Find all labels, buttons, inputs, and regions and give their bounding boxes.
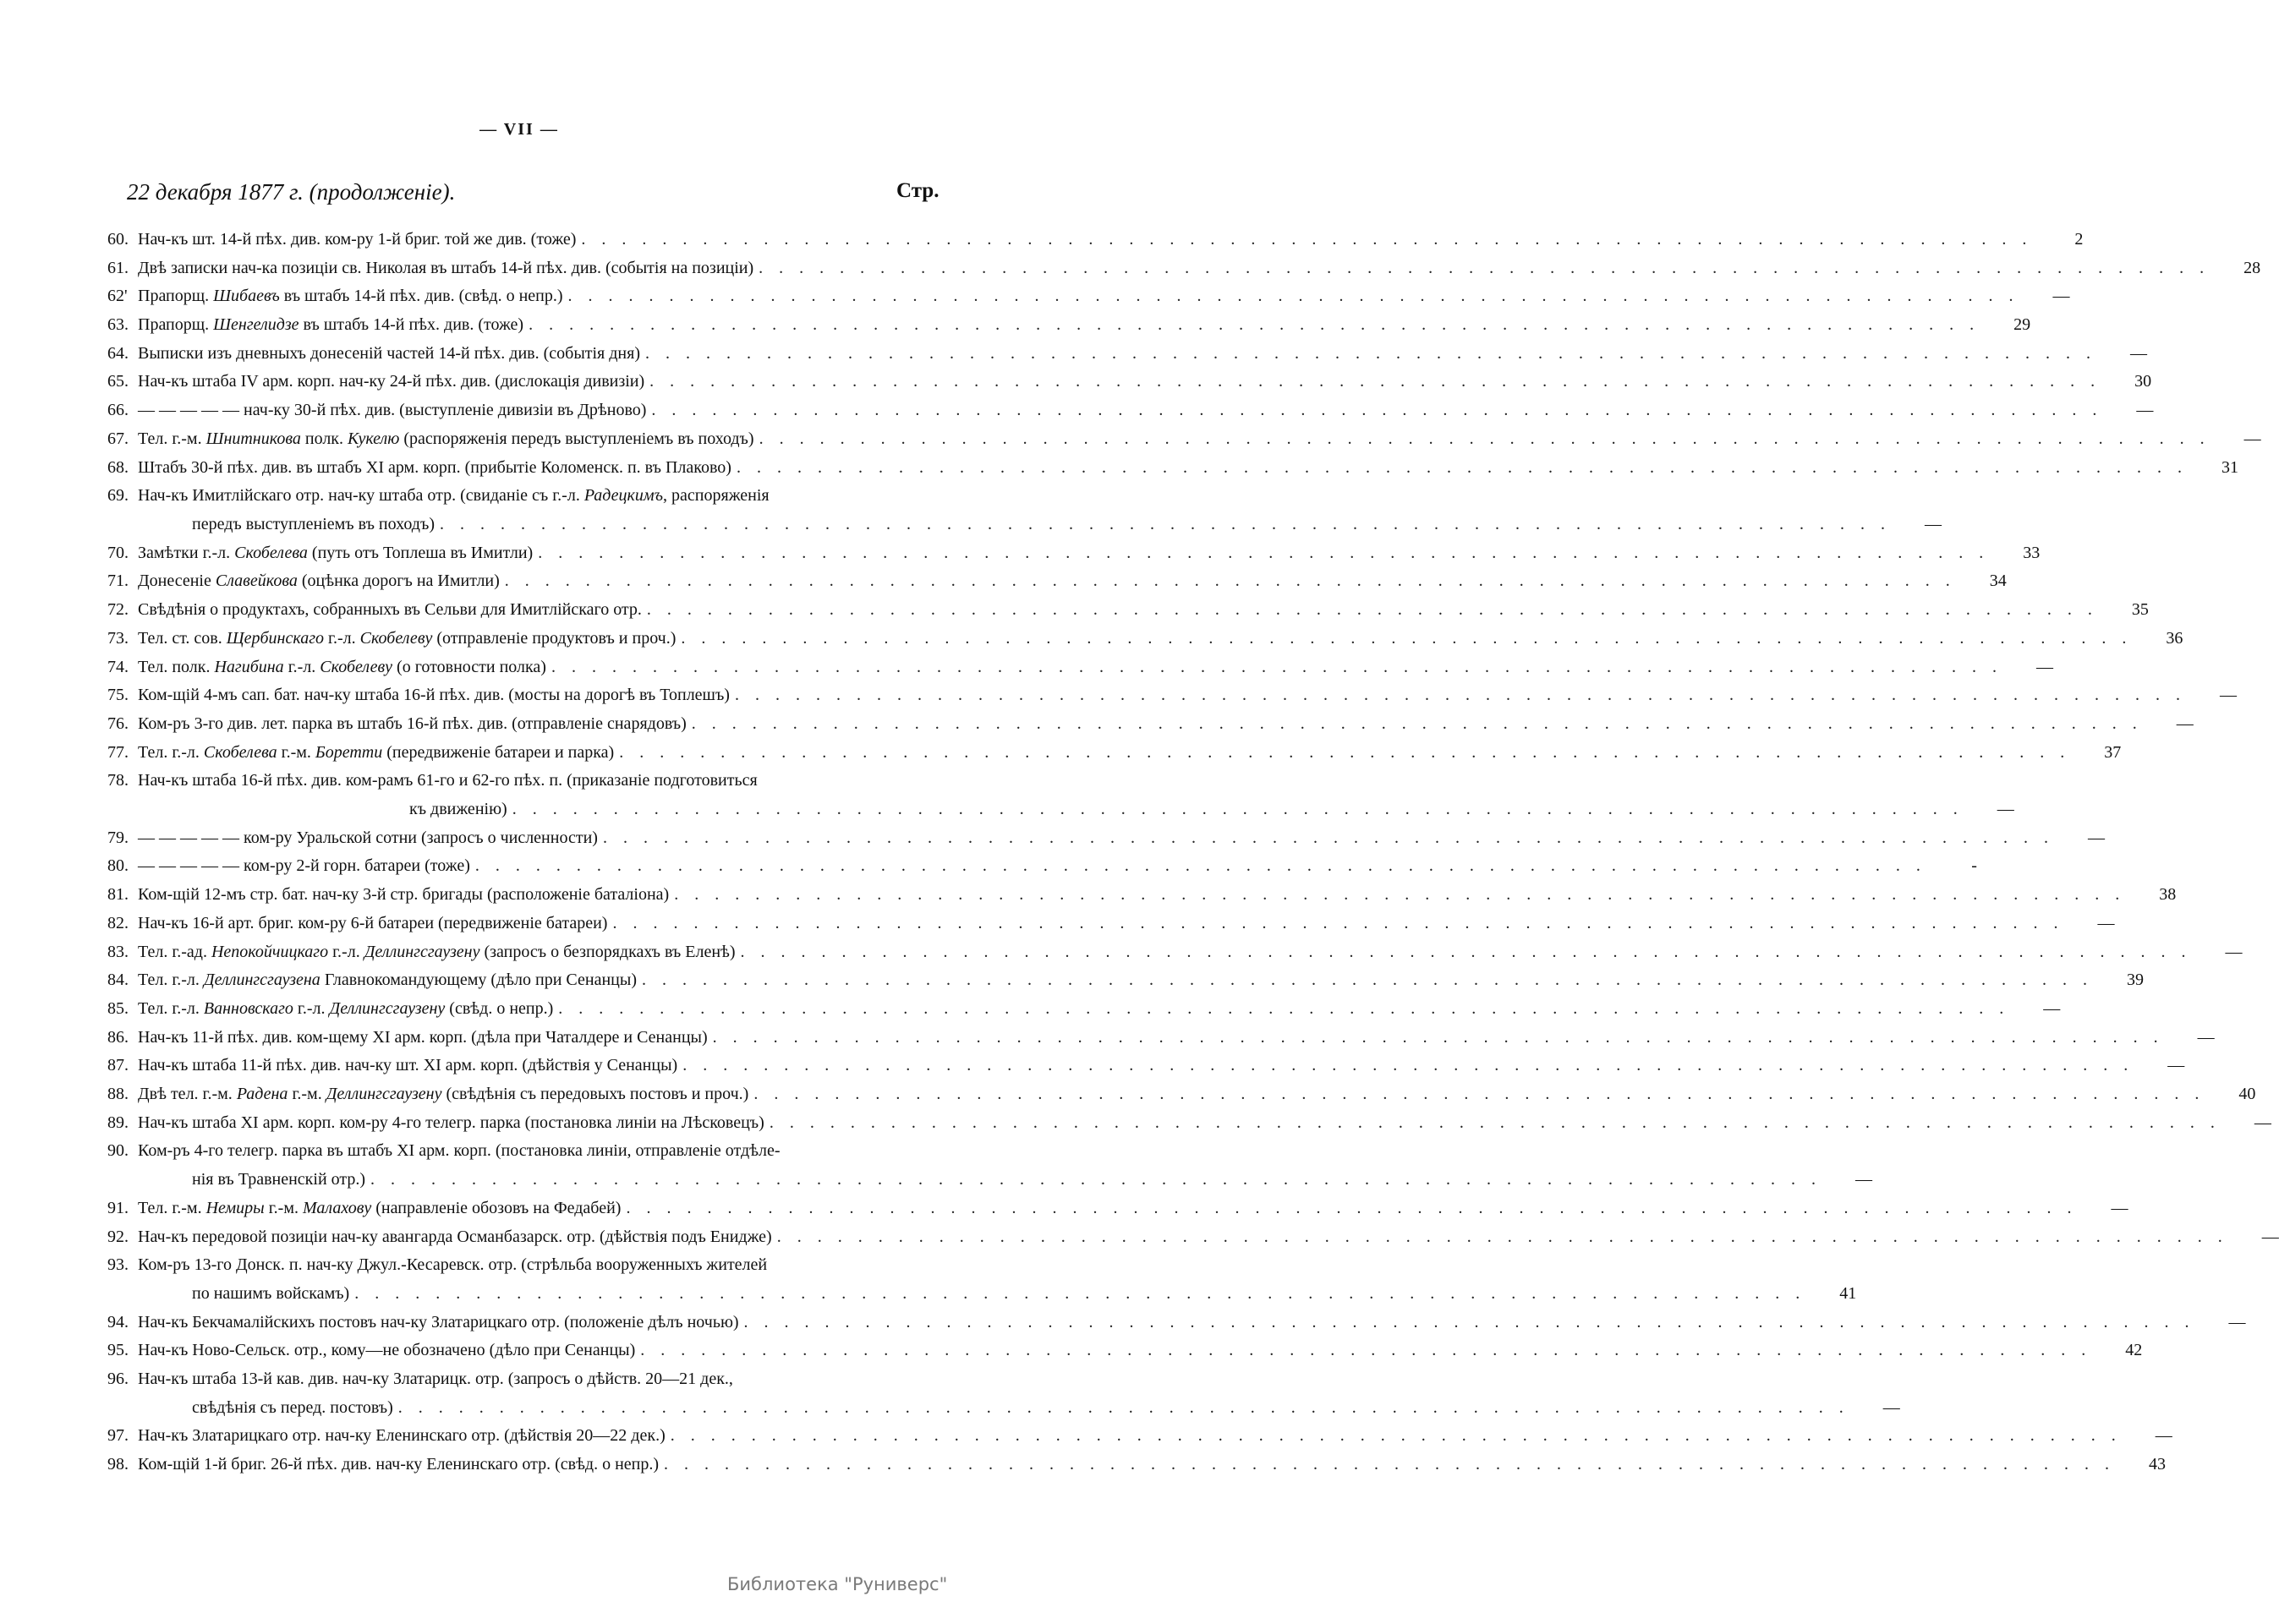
- entry-text-segment: передъ выступленіемъ въ походъ): [192, 515, 435, 533]
- entry-text-segment: (отправленіе продуктовъ и проч.): [432, 629, 677, 648]
- entry-text: [138, 629, 676, 648]
- dot-leader: . . . . . . . . . . . . . . . . . . . . . . . . . . . . . . . . . . . . . . . . . . . . . . . . . . . . . . . . . . . . . . . . . . . . . . . .: [776, 1228, 2228, 1246]
- entry-text-segment: Нач-къ Имитлійскаго отр. нач-ку штаба отр. (свиданіе съ г.-л.: [138, 486, 584, 505]
- entry-text: [138, 1426, 666, 1446]
- person-name: Шибаевъ: [213, 287, 280, 305]
- entry-number: 90.: [107, 1141, 129, 1160]
- entry-text-segment: Нач-къ штаба IV арм. корп. нач-ку 24-й пѣх. див. (дислокація дивизіи): [138, 372, 645, 391]
- toc-entry: [107, 999, 2061, 1026]
- page-number: — VII —: [479, 120, 559, 139]
- entry-number: 61.: [107, 259, 129, 277]
- entry-page: —: [2111, 1199, 2128, 1217]
- toc-entry: [107, 1455, 2167, 1482]
- entry-text: [138, 714, 687, 734]
- entry-text: [138, 1341, 635, 1360]
- entry-text: [138, 600, 642, 620]
- entry-text-segment: Нач-къ штаба 13-й кав. див. нач-ку Златарицк. отр. (запросъ о дѣйств. 20—21 дек.,: [138, 1370, 733, 1388]
- toc-entry: [107, 943, 2243, 970]
- entry-text: [192, 1398, 393, 1418]
- person-name: Ванновскаго: [203, 999, 293, 1018]
- toc-entry: [107, 544, 2041, 571]
- entry-page: —: [2136, 401, 2154, 419]
- toc-entry: [107, 658, 2053, 685]
- dot-leader: . . . . . . . . . . . . . . . . . . . . . . . . . . . . . . . . . . . . . . . . . . . . . . . . . . . . . . . . . . . . . . . . . . . . . . . .: [743, 1313, 2195, 1331]
- entry-text-segment: Нач-къ шт. 14-й пѣх. див. ком-ру 1-й бриг. той же див. (тоже): [138, 230, 577, 249]
- dot-leader: . . . . . . . . . . . . . . . . . . . . . . . . . . . . . . . . . . . . . . . . . . . . . . . . . . . . . . . . . . . . . . . . . . . . . . . .: [612, 914, 2064, 932]
- toc-entry-continuation: [107, 1284, 1857, 1311]
- entry-text: [138, 686, 730, 705]
- toc-entry: [107, 401, 2154, 428]
- person-name: Деллингсгаузена: [203, 971, 320, 989]
- entry-text: [138, 1370, 733, 1389]
- entry-number: 73.: [107, 629, 129, 648]
- entry-text-segment: Свѣдѣнія о продуктахъ, собранныхъ въ Сельви для Имитлійскаго отр.: [138, 600, 642, 619]
- person-name: Скобелеву: [320, 658, 393, 676]
- entry-text: [138, 1455, 659, 1474]
- entry-text: [138, 971, 637, 990]
- entry-text-segment: Тел. г.-л.: [138, 743, 204, 762]
- toc-entry: [107, 458, 2238, 485]
- person-name: Шнитникова: [205, 429, 301, 448]
- dot-leader: . . . . . . . . . . . . . . . . . . . . . . . . . . . . . . . . . . . . . . . . . . . . . . . . . . . . . . . . . . . . . . . . . . . . . . . .: [567, 287, 2019, 305]
- dot-leader: . . . . . . . . . . . . . . . . . . . . . . . . . . . . . . . . . . . . . . . . . . . . . . . . . . . . . . . . . . . . . . . . . . . . . . . .: [664, 1455, 2116, 1474]
- toc-entry: [107, 828, 2105, 856]
- entry-number: 75.: [107, 686, 129, 704]
- entry-text-segment: Ком-ръ 4-го телегр. парка въ штабъ XI арм. корп. (постановка линіи, отправленіе отдѣле-: [138, 1141, 781, 1160]
- entry-text-segment: Нач-къ штаба 11-й пѣх. див. нач-ку шт. XI арм. корп. (дѣйствія у Сенанцы): [138, 1056, 678, 1074]
- entry-number: 89.: [107, 1113, 129, 1132]
- person-name: Деллингсгаузену: [364, 943, 480, 961]
- entry-text: [138, 743, 614, 763]
- entry-text: [138, 1255, 767, 1275]
- entry-text: [138, 1228, 772, 1247]
- entry-number: 67.: [107, 429, 129, 448]
- dot-leader: . . . . . . . . . . . . . . . . . . . . . . . . . . . . . . . . . . . . . . . . . . . . . . . . . . . . . . . . . . . . . . . . . . . . . . . .: [397, 1398, 1849, 1417]
- entry-number: 86.: [107, 1028, 129, 1047]
- entry-text: [138, 1141, 781, 1161]
- entry-text-segment: Двѣ записки нач-ка позиціи св. Николая въ штабъ 14-й пѣх. див. (событія на позиціи): [138, 259, 754, 277]
- toc-entry: [107, 1228, 2279, 1255]
- entry-text-segment: Штабъ 30-й пѣх. див. въ штабъ XI арм. корп. (прибытіе Коломенск. п. въ Плаково): [138, 458, 731, 477]
- entry-page: —: [2129, 344, 2147, 363]
- entry-number: 64.: [107, 344, 129, 363]
- entry-page: —: [1924, 515, 1942, 533]
- toc-entry: [107, 686, 2237, 713]
- entry-page: —: [2052, 287, 2070, 305]
- entry-page: —: [1882, 1398, 1900, 1417]
- entry-number: 96.: [107, 1370, 129, 1388]
- entry-number: 97.: [107, 1426, 129, 1445]
- entry-text-segment: (запросъ о безпорядкахъ въ Еленѣ): [479, 943, 736, 961]
- person-name: Скобелева: [203, 743, 277, 762]
- entry-text-segment: (передвиженіе батареи и парка): [382, 743, 615, 762]
- dot-leader: . . . . . . . . . . . . . . . . . . . . . . . . . . . . . . . . . . . . . . . . . . . . . . . . . . . . . . . . . . . . . . . . . . . . . . . .: [670, 1426, 2122, 1445]
- dot-leader: . . . . . . . . . . . . . . . . . . . . . . . . . . . . . . . . . . . . . . . . . . . . . . . . . . . . . . . . . . . . . . . . . . . . . . . .: [682, 1056, 2134, 1074]
- entry-number: 94.: [107, 1313, 129, 1331]
- entry-page: —: [1997, 800, 2014, 818]
- entry-text-segment: Нач-къ 16-й арт. бриг. ком-ру 6-й батареи (передвиженіе батареи): [138, 914, 608, 932]
- entry-page: 29: [2013, 315, 2031, 334]
- toc-entry: [107, 1426, 2172, 1453]
- entry-text-segment: Тел. г.-л.: [138, 971, 204, 989]
- entry-text-segment: Нач-къ Златарицкаго отр. нач-ку Еленинскаго отр. (дѣйствія 20—22 дек.): [138, 1426, 666, 1445]
- entry-page: —: [2254, 1113, 2271, 1132]
- entry-text-segment: Ком-щій 12-мъ стр. бат. нач-ку 3-й стр. бригады (расположеніе баталіона): [138, 885, 670, 904]
- toc-entry: [107, 971, 2144, 998]
- entry-text-segment: полк.: [300, 429, 348, 448]
- toc-entry: [107, 1085, 2256, 1112]
- entry-text: [138, 287, 563, 306]
- entry-page: 28: [2243, 259, 2261, 277]
- dot-leader: . . . . . . . . . . . . . . . . . . . . . . . . . . . . . . . . . . . . . . . . . . . . . . . . . . . . . . . . . . . . . . . . . . . . . . . .: [529, 315, 1980, 334]
- entry-page: —: [2261, 1228, 2279, 1246]
- entry-text-segment: Прапорщ.: [138, 315, 214, 334]
- entry-text: [138, 1113, 764, 1133]
- page-column-heading: Стр.: [896, 179, 940, 202]
- person-name: Радена: [236, 1085, 288, 1103]
- dot-leader: . . . . . . . . . . . . . . . . . . . . . . . . . . . . . . . . . . . . . . . . . . . . . . . . . . . . . . . . . . . . . . . . . . . . . . . .: [769, 1113, 2221, 1132]
- entry-text: [192, 515, 435, 534]
- dot-leader: . . . . . . . . . . . . . . . . . . . . . . . . . . . . . . . . . . . . . . . . . . . . . . . . . . . . . . . . . . . . . . . . . . . . . . . .: [644, 344, 2096, 363]
- entry-number: 77.: [107, 743, 129, 762]
- entry-number: 83.: [107, 943, 129, 961]
- dot-leader: . . . . . . . . . . . . . . . . . . . . . . . . . . . . . . . . . . . . . . . . . . . . . . . . . . . . . . . . . . . . . . . . . . . . . . . .: [551, 658, 2002, 676]
- entry-page: 31: [2221, 458, 2238, 477]
- entry-page: 40: [2238, 1085, 2256, 1103]
- toc-entry: [107, 372, 2152, 399]
- dot-leader: . . . . . . . . . . . . . . . . . . . . . . . . . . . . . . . . . . . . . . . . . . . . . . . . . . . . . . . . . . . . . . . . . . . . . . . .: [512, 800, 1964, 818]
- entry-text-segment: Тел. г.-м.: [138, 1199, 206, 1217]
- toc-entry: [107, 1255, 934, 1282]
- entry-text-segment: — — — — — ком-ру Уральской сотни (запросъ о численности): [138, 828, 598, 847]
- toc-entry: [107, 714, 2194, 741]
- entry-text: [138, 658, 546, 677]
- toc-entry: [107, 1370, 934, 1397]
- toc-entry: [107, 629, 2183, 656]
- toc-entry: [107, 287, 2070, 314]
- entry-text-segment: (о готовности полка): [392, 658, 546, 676]
- person-name: Немиры: [205, 1199, 265, 1217]
- toc-entry: [107, 1113, 2271, 1140]
- toc-entry-continuation: [107, 1170, 1873, 1197]
- person-name: Кукелю: [348, 429, 400, 448]
- entry-text-segment: г.-л.: [324, 629, 360, 648]
- entry-page: —: [2097, 914, 2115, 932]
- dot-leader: . . . . . . . . . . . . . . . . . . . . . . . . . . . . . . . . . . . . . . . . . . . . . . . . . . . . . . . . . . . . . . . . . . . . . . . .: [681, 629, 2133, 648]
- entry-text: [138, 259, 753, 278]
- entry-page: —: [2176, 714, 2194, 733]
- entry-text-segment: Тел. полк.: [138, 658, 215, 676]
- entry-number: 82.: [107, 914, 129, 932]
- person-name: Непокойчицкаго: [211, 943, 329, 961]
- entry-text-segment: г.-л.: [328, 943, 364, 961]
- entry-number: 85.: [107, 999, 129, 1018]
- toc-entry: [107, 856, 1977, 883]
- toc-entry: [107, 600, 2149, 627]
- dot-leader: . . . . . . . . . . . . . . . . . . . . . . . . . . . . . . . . . . . . . . . . . . . . . . . . . . . . . . . . . . . . . . . . . . . . . . . .: [646, 600, 2098, 619]
- toc-entry: [107, 885, 2177, 912]
- entry-text: [138, 344, 640, 364]
- entry-text-segment: въ штабъ 14-й пѣх. див. (свѣд. о непр.): [279, 287, 563, 305]
- entry-page: —: [2087, 828, 2105, 847]
- person-name: Деллингсгаузену: [329, 999, 446, 1018]
- entry-number: 79.: [107, 828, 129, 847]
- entry-text-segment: Ком-щій 4-мъ сап. бат. нач-ку штаба 16-й пѣх. див. (мосты на дорогѣ въ Топлешъ): [138, 686, 730, 704]
- dot-leader: . . . . . . . . . . . . . . . . . . . . . . . . . . . . . . . . . . . . . . . . . . . . . . . . . . . . . . . . . . . . . . . . . . . . . . . .: [538, 544, 1990, 562]
- person-name: Малахову: [302, 1199, 372, 1217]
- entry-text-segment: Нач-къ передовой позиціи нач-ку авангарда Османбазарск. отр. (дѣйствія подъ Енидже): [138, 1228, 772, 1246]
- dot-leader: . . . . . . . . . . . . . . . . . . . . . . . . . . . . . . . . . . . . . . . . . . . . . . . . . . . . . . . . . . . . . . . . . . . . . . . .: [558, 999, 2010, 1018]
- entry-number: 70.: [107, 544, 129, 562]
- entry-page: 37: [2104, 743, 2122, 762]
- entry-number: 62': [107, 287, 128, 305]
- toc-entry: [107, 259, 2261, 286]
- entry-text: [138, 999, 553, 1019]
- dot-leader: . . . . . . . . . . . . . . . . . . . . . . . . . . . . . . . . . . . . . . . . . . . . . . . . . . . . . . . . . . . . . . . . . . . . . . . .: [626, 1199, 2078, 1217]
- entry-text-segment: нія въ Травненскій отр.): [192, 1170, 366, 1189]
- person-name: Нагибина: [214, 658, 284, 676]
- entry-text-segment: — — — — — нач-ку 30-й пѣх. див. (выступленіе дивизіи въ Дрѣново): [138, 401, 647, 419]
- entry-text-segment: Тел. г.-ад.: [138, 943, 211, 961]
- toc-entry-continuation: [107, 800, 2014, 827]
- entry-text-segment: — — — — — ком-ру 2-й горн. батареи (тоже): [138, 856, 470, 875]
- entry-page: —: [2225, 943, 2243, 961]
- entry-text: [138, 571, 500, 591]
- dot-leader: . . . . . . . . . . . . . . . . . . . . . . . . . . . . . . . . . . . . . . . . . . . . . . . . . . . . . . . . . . . . . . . . . . . . . . . .: [649, 372, 2101, 391]
- entry-page: —: [2228, 1313, 2246, 1331]
- entry-number: 93.: [107, 1255, 129, 1274]
- entry-number: 60.: [107, 230, 129, 249]
- entry-page: —: [2243, 429, 2261, 448]
- entry-text-segment: Нач-къ Ново-Сельск. отр., кому—не обозначено (дѣло при Сенанцы): [138, 1341, 636, 1359]
- library-watermark: Библиотека "Руниверс": [727, 1574, 948, 1594]
- entry-text-segment: г.-м.: [288, 1085, 326, 1103]
- entry-page: —: [1855, 1170, 1873, 1189]
- toc-entry: [107, 315, 2031, 342]
- entry-page: 33: [2023, 544, 2041, 562]
- toc-entry-continuation: [107, 1398, 1900, 1425]
- entry-number: 71.: [107, 571, 129, 590]
- entry-text-segment: г.-м.: [277, 743, 315, 762]
- person-name: Радецкимъ: [583, 486, 664, 505]
- toc-entry: [107, 743, 2122, 770]
- entry-text-segment: г.-л.: [283, 658, 320, 676]
- entry-text-segment: Тел. г.-л.: [138, 999, 204, 1018]
- dot-leader: . . . . . . . . . . . . . . . . . . . . . . . . . . . . . . . . . . . . . . . . . . . . . . . . . . . . . . . . . . . . . . . . . . . . . . . .: [439, 515, 1891, 533]
- entry-number: 69.: [107, 486, 129, 505]
- entry-page: —: [2035, 658, 2053, 676]
- entry-page: 41: [1839, 1284, 1857, 1303]
- entry-text: [138, 856, 470, 876]
- dot-leader: . . . . . . . . . . . . . . . . . . . . . . . . . . . . . . . . . . . . . . . . . . . . . . . . . . . . . . . . . . . . . . . . . . . . . . . .: [504, 571, 1956, 590]
- entry-text: [192, 1284, 349, 1304]
- toc-entry: [107, 1313, 2246, 1340]
- entry-page: —: [2197, 1028, 2215, 1047]
- entry-text-segment: по нашимъ войскамъ): [192, 1284, 350, 1303]
- entry-text: [138, 1028, 708, 1047]
- entry-page: —: [2219, 686, 2237, 704]
- entry-text: [138, 771, 758, 790]
- section-title: 22 декабря 1877 г. (продолженіе).: [127, 179, 456, 205]
- entry-number: 78.: [107, 771, 129, 790]
- entry-text: [138, 1313, 739, 1332]
- entry-page: 43: [2149, 1455, 2167, 1474]
- entry-number: 95.: [107, 1341, 129, 1359]
- dot-leader: . . . . . . . . . . . . . . . . . . . . . . . . . . . . . . . . . . . . . . . . . . . . . . . . . . . . . . . . . . . . . . . . . . . . . . . .: [602, 828, 2054, 847]
- toc-entry: [107, 571, 2007, 599]
- entry-page: —: [2167, 1056, 2185, 1074]
- entry-number: 65.: [107, 372, 129, 391]
- entry-text: [138, 458, 731, 478]
- toc-entry: [107, 1056, 2185, 1083]
- toc-entry-continuation: [107, 515, 1942, 542]
- toc-entry: [107, 1341, 2143, 1368]
- toc-entry: [107, 771, 934, 798]
- entry-number: 92.: [107, 1228, 129, 1246]
- entry-number: 88.: [107, 1085, 129, 1103]
- entry-number: 72.: [107, 600, 129, 619]
- entry-text: [138, 885, 669, 905]
- entry-page: 30: [2134, 372, 2152, 391]
- person-name: Шенгелидзе: [213, 315, 299, 334]
- entry-text-segment: (путь отъ Топлеша въ Имитли): [307, 544, 534, 562]
- entry-text-segment: (направленіе обозовъ на Федабей): [371, 1199, 622, 1217]
- dot-leader: . . . . . . . . . . . . . . . . . . . . . . . . . . . . . . . . . . . . . . . . . . . . . . . . . . . . . . . . . . . . . . . . . . . . . . . .: [474, 856, 1926, 875]
- entry-text-segment: Тел. ст. сов.: [138, 629, 227, 648]
- entry-page: —: [2043, 999, 2061, 1018]
- entry-text: [138, 401, 646, 420]
- entry-page: -: [1971, 856, 1977, 875]
- entry-text-segment: Прапорщ.: [138, 287, 214, 305]
- entry-text-segment: , распоряженія: [663, 486, 770, 505]
- entry-text: [138, 315, 523, 335]
- entry-text: [138, 914, 607, 933]
- entry-text-segment: Нач-къ Бекчамалійскихъ постовъ нач-ку Златарицкаго отр. (положеніе дѣлъ ночью): [138, 1313, 739, 1331]
- entry-text-segment: Ком-ръ 13-го Донск. п. нач-ку Джул.-Кесаревск. отр. (стрѣльба вооруженныхъ жителей: [138, 1255, 768, 1274]
- dot-leader: . . . . . . . . . . . . . . . . . . . . . . . . . . . . . . . . . . . . . . . . . . . . . . . . . . . . . . . . . . . . . . . . . . . . . . . .: [619, 743, 2071, 762]
- entry-page: 38: [2159, 885, 2177, 904]
- entry-number: 98.: [107, 1455, 129, 1474]
- entry-text-segment: Двѣ тел. г.-м.: [138, 1085, 237, 1103]
- entry-text-segment: г.-м.: [264, 1199, 303, 1217]
- toc-entry: [107, 230, 2084, 257]
- entry-text-segment: въ штабъ 14-й пѣх. див. (тоже): [299, 315, 524, 334]
- dot-leader: . . . . . . . . . . . . . . . . . . . . . . . . . . . . . . . . . . . . . . . . . . . . . . . . . . . . . . . . . . . . . . . . . . . . . . . .: [759, 259, 2211, 277]
- entry-text: [138, 1199, 621, 1218]
- toc-entry: [107, 429, 2261, 457]
- entry-text-segment: Донесеніе: [138, 571, 216, 590]
- entry-page: 39: [2126, 971, 2144, 989]
- person-name: Щербинскаго: [226, 629, 325, 648]
- entry-text-segment: свѣдѣнія съ перед. постовъ): [192, 1398, 393, 1417]
- entry-text: [192, 1170, 365, 1189]
- entry-page: 35: [2131, 600, 2149, 619]
- toc-entry: [107, 344, 2147, 371]
- entry-text: [138, 230, 576, 249]
- entry-text-segment: Нач-къ штаба XI арм. корп. ком-ру 4-го телегр. парка (постановка линіи на Лѣсковецъ): [138, 1113, 764, 1132]
- dot-leader: . . . . . . . . . . . . . . . . . . . . . . . . . . . . . . . . . . . . . . . . . . . . . . . . . . . . . . . . . . . . . . . . . . . . . . . .: [736, 458, 2188, 477]
- dot-leader: . . . . . . . . . . . . . . . . . . . . . . . . . . . . . . . . . . . . . . . . . . . . . . . . . . . . . . . . . . . . . . . . . . . . . . . .: [651, 401, 2103, 419]
- entry-text-segment: Ком-щій 1-й бриг. 26-й пѣх. див. нач-ку Еленинскаго отр. (свѣд. о непр.): [138, 1455, 660, 1474]
- entry-text: [138, 429, 754, 449]
- entry-text-segment: къ движенію): [409, 800, 507, 818]
- toc-entry: [107, 1199, 2128, 1226]
- dot-leader: . . . . . . . . . . . . . . . . . . . . . . . . . . . . . . . . . . . . . . . . . . . . . . . . . . . . . . . . . . . . . . . . . . . . . . . .: [712, 1028, 2164, 1047]
- entry-text: [138, 943, 736, 962]
- person-name: Скобелеву: [359, 629, 433, 648]
- dot-leader: . . . . . . . . . . . . . . . . . . . . . . . . . . . . . . . . . . . . . . . . . . . . . . . . . . . . . . . . . . . . . . . . . . . . . . . .: [581, 230, 2033, 249]
- entry-text: [138, 1056, 677, 1075]
- entry-text-segment: Главнокомандующему (дѣло при Сенанцы): [320, 971, 637, 989]
- entry-text: [138, 372, 644, 391]
- entry-text: [138, 1085, 748, 1104]
- dot-leader: . . . . . . . . . . . . . . . . . . . . . . . . . . . . . . . . . . . . . . . . . . . . . . . . . . . . . . . . . . . . . . . . . . . . . . . .: [674, 885, 2126, 904]
- dot-leader: . . . . . . . . . . . . . . . . . . . . . . . . . . . . . . . . . . . . . . . . . . . . . . . . . . . . . . . . . . . . . . . . . . . . . . . .: [370, 1170, 1822, 1189]
- entry-text-segment: Тел. г.-м.: [138, 429, 206, 448]
- entry-number: 66.: [107, 401, 129, 419]
- person-name: Боретти: [315, 743, 383, 762]
- entry-text-segment: (оцѣнка дорогъ на Имитли): [297, 571, 500, 590]
- dot-leader: . . . . . . . . . . . . . . . . . . . . . . . . . . . . . . . . . . . . . . . . . . . . . . . . . . . . . . . . . . . . . . . . . . . . . . . .: [640, 1341, 2092, 1359]
- entry-text-segment: Нач-къ штаба 16-й пѣх. див. ком-рамъ 61-го и 62-го пѣх. п. (приказаніе подготовиться: [138, 771, 758, 790]
- toc-entry: [107, 1028, 2215, 1055]
- entry-text: [409, 800, 507, 819]
- entry-number: 84.: [107, 971, 129, 989]
- entry-text: [138, 544, 533, 563]
- entry-number: 87.: [107, 1056, 129, 1074]
- dot-leader: . . . . . . . . . . . . . . . . . . . . . . . . . . . . . . . . . . . . . . . . . . . . . . . . . . . . . . . . . . . . . . . . . . . . . . . .: [691, 714, 2143, 733]
- person-name: Деллингсгаузену: [326, 1085, 442, 1103]
- entry-number: 81.: [107, 885, 129, 904]
- entry-number: 76.: [107, 714, 129, 733]
- entry-number: 91.: [107, 1199, 129, 1217]
- entry-text-segment: (свѣдѣнія съ передовыхъ постовъ и проч.): [441, 1085, 749, 1103]
- entry-page: 42: [2125, 1341, 2143, 1359]
- toc-entry: [107, 486, 934, 513]
- person-name: Славейкова: [215, 571, 298, 590]
- entry-number: 63.: [107, 315, 129, 334]
- dot-leader: . . . . . . . . . . . . . . . . . . . . . . . . . . . . . . . . . . . . . . . . . . . . . . . . . . . . . . . . . . . . . . . . . . . . . . . .: [753, 1085, 2205, 1103]
- toc-entry: [107, 914, 2115, 941]
- entry-text-segment: Замѣтки г.-л.: [138, 544, 235, 562]
- person-name: Скобелева: [234, 544, 308, 562]
- entry-text-segment: (распоряженія передъ выступленіемъ въ походъ): [399, 429, 754, 448]
- entry-number: 74.: [107, 658, 129, 676]
- entry-page: 36: [2166, 629, 2183, 648]
- dot-leader: . . . . . . . . . . . . . . . . . . . . . . . . . . . . . . . . . . . . . . . . . . . . . . . . . . . . . . . . . . . . . . . . . . . . . . . .: [734, 686, 2186, 704]
- entry-number: 80.: [107, 856, 129, 875]
- dot-leader: . . . . . . . . . . . . . . . . . . . . . . . . . . . . . . . . . . . . . . . . . . . . . . . . . . . . . . . . . . . . . . . . . . . . . . . .: [354, 1284, 1806, 1303]
- entry-text-segment: Выписки изъ дневныхъ донесеній частей 14-й пѣх. див. (событія дня): [138, 344, 640, 363]
- entry-text-segment: Ком-ръ 3-го див. лет. парка въ штабъ 16-й пѣх. див. (отправленіе снарядовъ): [138, 714, 687, 733]
- dot-leader: . . . . . . . . . . . . . . . . . . . . . . . . . . . . . . . . . . . . . . . . . . . . . . . . . . . . . . . . . . . . . . . . . . . . . . . .: [740, 943, 2192, 961]
- entry-text-segment: Нач-къ 11-й пѣх. див. ком-щему XI арм. корп. (дѣла при Чаталдере и Сенанцы): [138, 1028, 708, 1047]
- entry-text: [138, 486, 770, 506]
- entry-number: 68.: [107, 458, 129, 477]
- entry-text-segment: (свѣд. о непр.): [445, 999, 554, 1018]
- entry-text: [138, 828, 598, 848]
- entry-page: 34: [1989, 571, 2007, 590]
- entry-page: 2: [2074, 230, 2084, 249]
- dot-leader: . . . . . . . . . . . . . . . . . . . . . . . . . . . . . . . . . . . . . . . . . . . . . . . . . . . . . . . . . . . . . . . . . . . . . . . .: [759, 429, 2211, 448]
- entry-text-segment: г.-л.: [293, 999, 330, 1018]
- toc-entry: [107, 1141, 934, 1168]
- dot-leader: . . . . . . . . . . . . . . . . . . . . . . . . . . . . . . . . . . . . . . . . . . . . . . . . . . . . . . . . . . . . . . . . . . . . . . . .: [641, 971, 2093, 989]
- entry-page: —: [2155, 1426, 2172, 1445]
